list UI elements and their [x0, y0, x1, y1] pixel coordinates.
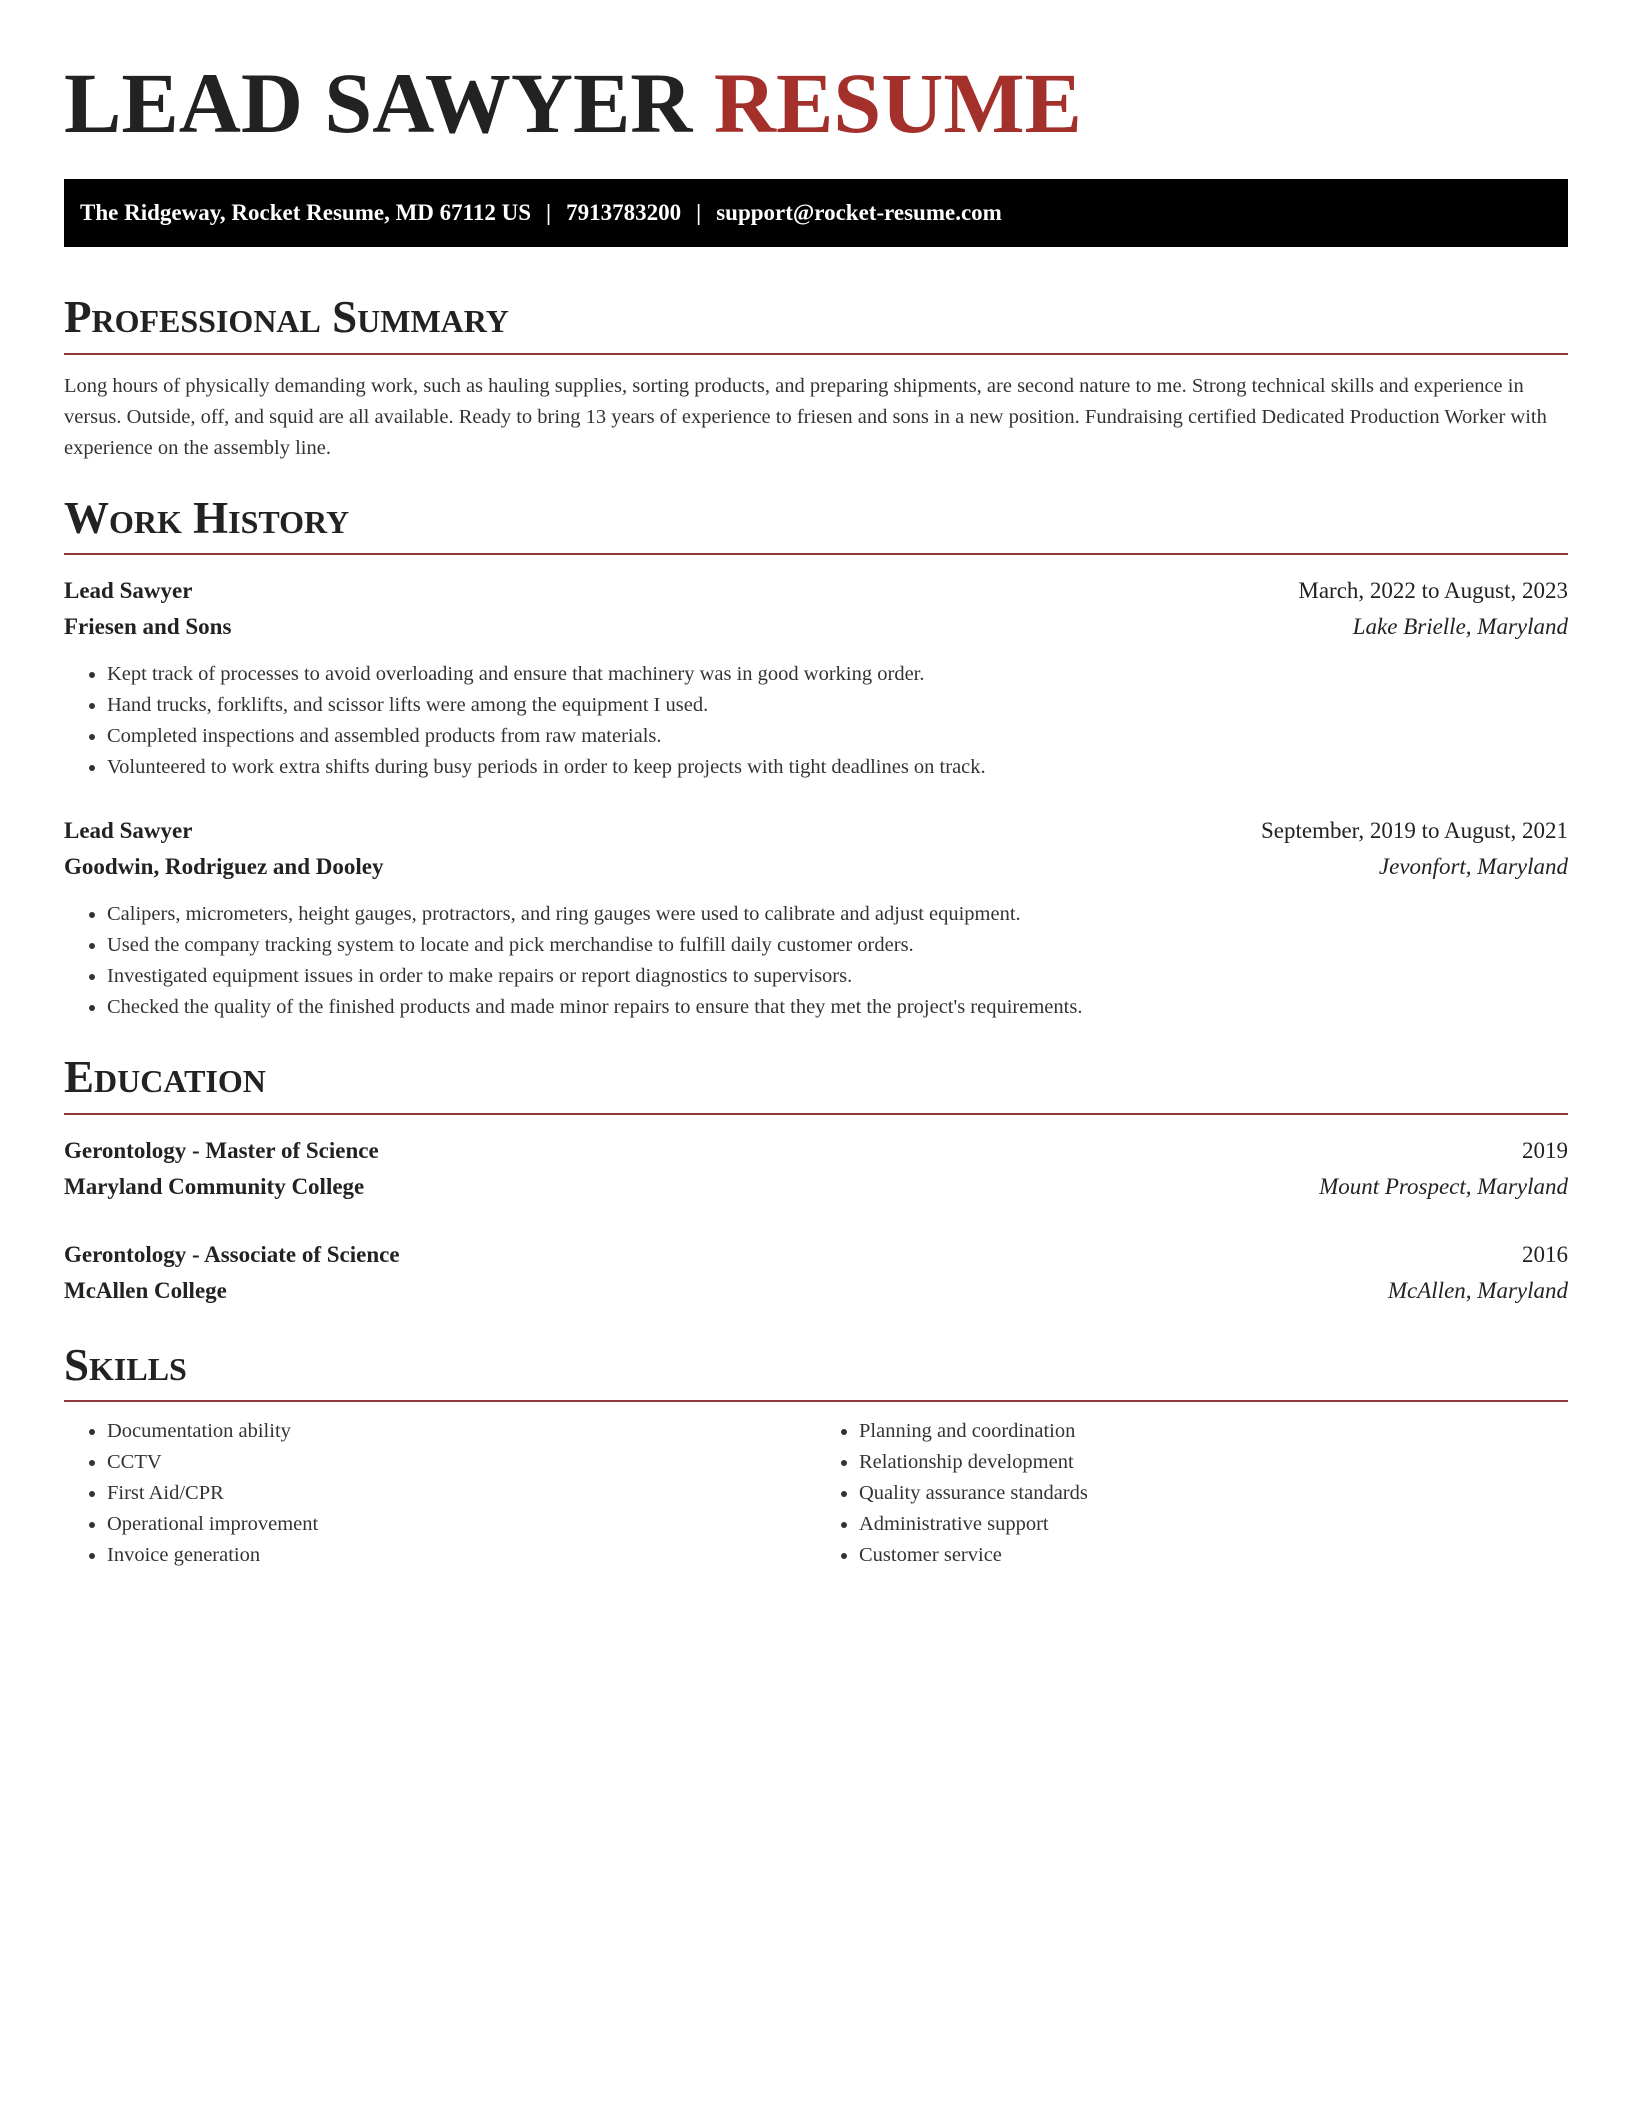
resume-title [64, 52, 1568, 155]
education-location: Mount Prospect, Maryland [1319, 1173, 1568, 1199]
list-item: • Investigated equipment issues in order to make repairs or report diagnostics to supervisors. [107, 961, 1568, 992]
job-title: Lead Sawyer [64, 578, 193, 604]
list-item: • Quality assurance standards [859, 1478, 1568, 1509]
job-entry [64, 813, 1568, 1023]
education-school: McAllen College [64, 1277, 227, 1303]
contact-separator: | [546, 200, 552, 226]
job-dates: September, 2019 to August, 2021 [1260, 818, 1568, 844]
job-company: Friesen and Sons [64, 614, 232, 640]
list-item: • Calipers, micrometers, height gauges, protractors, and ring gauges were used to calibrate and adjust equipment. [107, 899, 1568, 930]
contact-bar [64, 179, 1568, 247]
job-subheader [64, 849, 1568, 885]
skills-column-right [816, 1416, 1568, 1571]
list-item: • Volunteered to work extra shifts during busy periods in order to keep projects with tight deadlines on track. [107, 752, 1568, 783]
job-entry [64, 573, 1568, 783]
contact-address: The Ridgeway, Rocket Resume, MD 67112 US [80, 200, 532, 226]
list-item: • Customer service [859, 1540, 1568, 1571]
title-accent: RESUME [713, 55, 1082, 151]
list-item: • Operational improvement [107, 1509, 816, 1540]
contact-separator: | [696, 200, 702, 226]
list-item: • Checked the quality of the finished products and made minor repairs to ensure that they met the project's requirements. [107, 992, 1568, 1023]
list-item: • Completed inspections and assembled products from raw materials. [107, 721, 1568, 752]
skills-list [64, 1416, 1568, 1571]
summary-heading: Professional Summary [64, 292, 509, 343]
list-item: • CCTV [107, 1447, 816, 1478]
education-header [64, 1237, 1568, 1273]
education-degree: Gerontology - Associate of Science [64, 1241, 400, 1267]
list-item: • Used the company tracking system to locate and pick merchandise to fulfill daily customer orders. [107, 930, 1568, 961]
list-item: • Invoice generation [107, 1540, 816, 1571]
education-subheader [64, 1273, 1568, 1309]
job-location: Lake Brielle, Maryland [1352, 614, 1568, 640]
job-duties [64, 659, 1568, 783]
list-item: • Documentation ability [107, 1416, 816, 1447]
list-item: • Relationship development [859, 1447, 1568, 1478]
list-item: • Administrative support [859, 1509, 1568, 1540]
section-divider [64, 1113, 1568, 1115]
skills-heading: Skills [64, 1339, 187, 1390]
list-item: • Kept track of processes to avoid overloading and ensure that machinery was in good working order. [107, 659, 1568, 690]
job-header [64, 573, 1568, 609]
job-location: Jevonfort, Maryland [1378, 854, 1568, 880]
education-entry [64, 1133, 1568, 1205]
education-heading: Education [64, 1052, 266, 1103]
list-item: • Planning and coordination [859, 1416, 1568, 1447]
list-item: • First Aid/CPR [107, 1478, 816, 1509]
resume-page [64, 0, 1568, 1571]
title-name: LEAD SAWYER [64, 55, 693, 151]
education-degree: Gerontology - Master of Science [64, 1137, 379, 1163]
section-divider [64, 353, 1568, 355]
job-company: Goodwin, Rodriguez and Dooley [64, 854, 384, 880]
education-year: 2016 [1522, 1241, 1568, 1267]
job-title: Lead Sawyer [64, 818, 193, 844]
education-location: McAllen, Maryland [1387, 1277, 1568, 1303]
education-year: 2019 [1522, 1137, 1568, 1163]
education-subheader [64, 1169, 1568, 1205]
list-item: • Hand trucks, forklifts, and scissor lifts were among the equipment I used. [107, 690, 1568, 721]
job-subheader [64, 609, 1568, 645]
education-school: Maryland Community College [64, 1173, 365, 1199]
contact-phone: 7913783200 [566, 200, 682, 226]
skills-column-left [64, 1416, 816, 1571]
section-divider [64, 553, 1568, 555]
job-header [64, 813, 1568, 849]
job-duties [64, 899, 1568, 1023]
contact-email: support@rocket-resume.com [716, 200, 1002, 226]
education-entry [64, 1237, 1568, 1309]
section-divider [64, 1400, 1568, 1402]
education-header [64, 1133, 1568, 1169]
work-history-heading: Work History [64, 492, 350, 543]
summary-text: Long hours of physically demanding work, such as hauling supplies, sorting products, and preparing shipments, are second nature to me. Strong technical skills and experience in versus. Outside, off, and squid are all available. Ready to bring 13 years of experience to friesen and sons in a new position. Fundraising certified Dedicated Production Worker with experience on the assembly line. [64, 374, 1547, 459]
job-dates: March, 2022 to August, 2023 [1298, 578, 1568, 604]
